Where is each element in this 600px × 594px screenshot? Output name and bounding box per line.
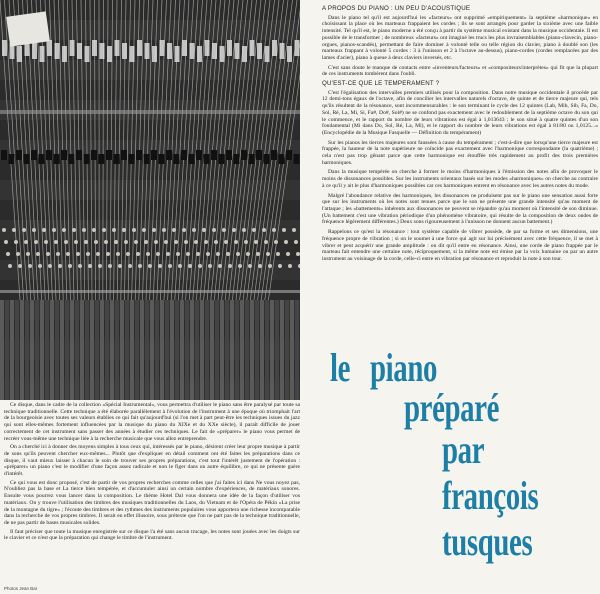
piano-interior-icon bbox=[0, 0, 300, 400]
intro-paragraph: On a cherché ici à donner des moyens simples à tous ceux qui, intéressés par le piano, désirent créer leur propre musique à partir de sons qu'ils peuvent chercher eux-mêmes... Plutôt que d'expliquer en détail comment ont été faites les préparations dans ce disque, il vaut mieux laisser à chacun le soin de trouver ses propres préparations, c'est tout l'intérêt justement de l'opération : «préparer» un piano c'est le modifier d'une façon assez radicale et non le figer dans un autre équilibre, ce qui ne présente guère d'intérêt. bbox=[4, 444, 300, 478]
section-paragraph: Malgré l'abondance relative des harmoniques, les dissonances ne produisent pas sur le piano une sensation aussi forte que sur les instruments où les notes sont tenues parce que le son ne présente une grande intensité qu'au moment de l'attaque ; les «battements» inhérents aux dissonances ne peuvent se répandre qu'au moment où l'intensité de son diminue. (Un battement c'est une vibration périodique d'un phénomène vibratoire, qui résulte de la composition de deux ondes de fréquence légèrement différentes.) Deux sons rigoureusement à l'unisson ne donnent aucun battement.) bbox=[322, 192, 598, 226]
piano-interior-photo bbox=[0, 0, 300, 400]
section-paragraph: Sur les pianos les tierces majeures sont faussées à cause du tempérament ; c'est-à-dire que lorsqu'une tierce majeure est frappée, la hauteur de la note supérieure ne coïncide pas exactement avec l'harmonique correspondante (la quatrième) ; cela n'est pas trop gênant parce que cette harmonique est étouffée très rapidement au profit des trois premières harmoniques. bbox=[322, 139, 598, 166]
title-line: tusques bbox=[442, 519, 533, 564]
intro-paragraph: Ce qui vous est donc proposé, c'est de partir de vos propres recherches comme celles que j'ai faites ici dans Ne vous noyez pas, N'oubliez pas la base et La tierce bien tempérée, et d'accumuler ainsi un certain nombre d'expériences, de matériaux sonores. Ensuite vous pourrez vous lancer dans la composition. Le thème Hotel Dal vous donnera une idée de la façon d'utiliser vos matériaux. On y trouve l'utilisation des timbres des musiques traditionnelles du Laos, du Vietnam et de l'Opéra de Pékin «La prise de la montagne du tigre» ; l'écoute des timbres et des rythmes des instruments populaires vous apportera une richesse incomparable dans la recherche de vos propres timbres. Il serait en effet illusoire, sous prétexte que l'on ne part pas de la technique traditionnelle, de ne pas partir de bases musicales solides. bbox=[4, 479, 300, 526]
intro-paragraph: Il faut préciser que toute la musique enregistrée sur ce disque l'a été sans aucun trucage, les notes sont jouées avec les doigts sur le clavier et ce n'est que la préparation qui change le timbre de l'instrument. bbox=[4, 528, 300, 542]
title-line: piano bbox=[370, 345, 438, 390]
title-line: françois bbox=[442, 473, 539, 518]
intro-paragraph: Ce disque, dans le cadre de la collection «Spécial Instrumental», vous permettra d'utiliser le piano sans être paralysé par toute sa technique traditionnelle. Cette technique a été élaborée parallèlement à l'évolution de l'instrument à une époque où triomphait l'art de la bourgeoisie avec toutes ses valeurs établies ce qui fait qu'aujourd'hui (si l'on met à part peut-être les techniques issues du jazz qui sont elles-mêmes fortement influencées par la musique du piano du XIXe et du XXe siècle), il paraît difficile de jouer correctement de cet instrument sans passer des années à étudier ces techniques. Le fait de «préparer» le piano vous permet de recréer vous-même une technique liée à la recherche musicale que vous allez entreprendre. bbox=[4, 402, 300, 442]
album-title bbox=[330, 345, 592, 588]
section-paragraph: Dans la musique tempérée on cherche à former le moins d'harmoniques à l'émission des notes afin de provoquer le moins de dissonances possibles. Sur les instruments orientaux basés sur les modes «harmoniques» on cherche au contraire à ce qu'il y ait le plus d'harmoniques possibles car ces harmoniques entrent en résonance avec les autres notes du mode. bbox=[322, 169, 598, 189]
title-line: par bbox=[442, 427, 485, 472]
section-paragraph: Dans le piano tel qu'il est aujourd'hui les «facteurs» ont supprimé «empiriquement» la septième «harmonique» en choisissant la place où les marteaux frappaient les cordes ; ils se sont arrangés pour garder la sixième avec une faible intensité. Tel qu'il est, le piano moderne a été conçu à partir du système musical existant dans la musique occidentale. Il est possible de le transformer ; de nombreux «facteurs» ont imaginé les trucs les plus invraisemblables (piano-clavecin, piano-orgues, pianos-scandés), permettant de faire dominer à volonté telle ou telle région du clavier, piano à doublé son (les marteaux frappant à volonté 5 cordes : 3 à l'unisson et 2 à l'octave au-dessus), piano-cordes (cordes remplacées par des lames d'acier), piano à queue à deux claviers inversés, etc. bbox=[322, 14, 598, 61]
intro-text bbox=[4, 402, 300, 582]
section-paragraph: C'est l'égalisation des intervalles premiers utilisés pour la composition. Dans notre musique occidentale il procède par 12 demi-tons égaux de l'octave, afin de concilier les intervalles naturels d'octave, de quinte et de tierce majeure qui, tels qu'ils résultent de la résonance, sont incommensurables : le son terminant le cycle des 12 quintes (Lab, Mib, Sib, Fa, Do, Sol, Ré, La, Mi, Si, Fa#, Do#, Sol#) ne se confond pas exactement avec le redoublement de la septième octave du son qui le commence, et le rapport du nombre de leurs vibrations est égal à 1,013643 ; le son situé à quatre quintes d'un son fondamental (Mi dans Do, Sol, Ré, La, Mi), et le rapport du nombre de leurs vibrations est égal à 81/80 ou 1,0125...» (Encyclopédie de la Musique Fasquelle — Définition du tempérament) bbox=[322, 89, 598, 136]
section-heading: A PROPOS DU PIANO : UN PEU D'ACOUSTIQUE bbox=[322, 5, 471, 12]
title-line: préparé bbox=[404, 385, 500, 430]
acoustics-column bbox=[322, 4, 598, 330]
section-paragraph: C'est sans doute le manque de contacts entre «inventeurs/facteurs» et «compositeurs/interprètes» qui fit que la plupart de ces instruments tombèrent dans l'oubli. bbox=[322, 64, 598, 78]
title-line: le bbox=[330, 345, 351, 390]
section-heading: QU'EST-CE QUE LE TEMPERAMENT ? bbox=[322, 80, 440, 88]
photo-credit: Photos Jean Bar bbox=[4, 586, 38, 591]
section-paragraph: Rappelons ce qu'est la résonance : tout système capable de vibrer possède, de par sa forme et ses dimensions, une fréquence propre de vibration ; si on le soumet à une force qui agit sur lui précisément avec cette fréquence, il se met à vibrer et peut acquérir une grande amplitude : on dit qu'il entre en résonance. Ainsi, une corde de piano frappée par le marteau fait entendre une certaine note, réciproquement, si la même note est émise par la voix humaine ou par un autre instrument au voisinage de la corde, celle-ci entre en vibration par résonance et reproduit la note à son tour. bbox=[322, 229, 598, 262]
